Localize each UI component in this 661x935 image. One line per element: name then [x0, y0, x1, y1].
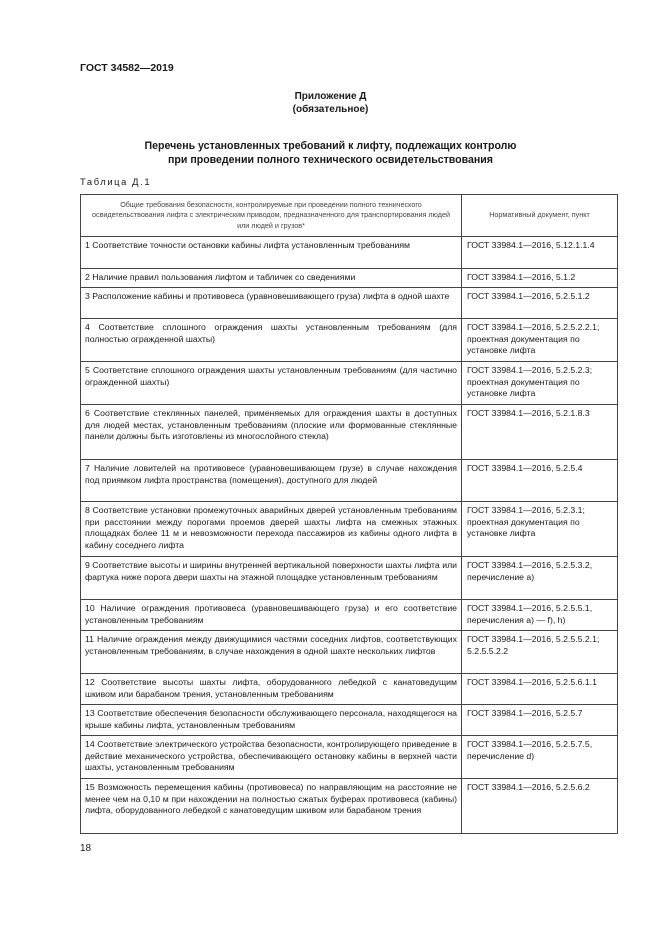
table-header-row: [81, 195, 618, 237]
appendix-status: (обязательное): [292, 104, 369, 115]
header-document: Нормативный документ, пункт: [462, 195, 618, 237]
document-cell: ГОСТ 33984.1—2016, 5.12.1.1.4: [462, 237, 618, 269]
table-row: [81, 779, 618, 834]
requirement-cell: 8 Соответствие установки промежуточных аварийных дверей установленным требованиям при расстоянии между порогами проемов дверей шахты лифта на смежных этажных площадках более 11 м и невозможности перехода пассажиров из кабины одного лифта в кабину соседнего лифта: [81, 502, 462, 557]
table-row: [81, 557, 618, 600]
table-row: [81, 288, 618, 319]
table-row: [81, 405, 618, 460]
table-row: [81, 362, 618, 405]
document-cell: ГОСТ 33984.1—2016, 5.2.1.8.3: [462, 405, 618, 460]
document-cell: ГОСТ 33984.1—2016, 5.2.5.5.2.1; 5.2.5.5.2.2: [462, 631, 618, 674]
requirement-cell: 14 Соответствие электрического устройства безопасности, контролирующего приведение в действие механического устройства, обеспечивающего остановку кабины в верхней части шахты, установленным требованиям: [81, 736, 462, 779]
requirement-cell: 13 Соответствие обеспечения безопасности обслуживающего персонала, находящегося на крыше кабины лифта, установленным требованиям: [81, 705, 462, 736]
requirement-cell: 9 Соответствие высоты и ширины внутренней вертикальной поверхности шахты лифта или фартука ниже порога двери шахты на этажной площадке установленным требованиям: [81, 557, 462, 600]
table-row: [81, 705, 618, 736]
requirements-table: [80, 194, 618, 834]
table-row: [81, 502, 618, 557]
requirement-cell: 1 Соответствие точности остановки кабины лифта установленным требованиям: [81, 237, 462, 269]
document-cell: ГОСТ 33984.1—2016, 5.2.5.1.2: [462, 288, 618, 319]
requirement-cell: 3 Расположение кабины и противовеса (уравновешивающего груза) лифта в одной шахте: [81, 288, 462, 319]
document-code: ГОСТ 34582—2019: [80, 62, 174, 74]
header-requirement: Общие требования безопасности, контролируемые при проведении полного технического освидетельствования лифта с электрическим приводом, предназначенного для транспортирования людей или людей и грузов*: [81, 195, 462, 237]
requirement-cell: 15 Возможность перемещения кабины (противовеса) по направляющим на расстояние не менее чем на 0,10 м при нахождении на полностью сжатых буферах противовеса (кабины) лифта, оборудованного лебедкой с канатоведущим шкивом или барабаном трения: [81, 779, 462, 834]
document-cell: ГОСТ 33984.1—2016, 5.2.5.3.2, перечисление а): [462, 557, 618, 600]
document-cell: ГОСТ 33984.1—2016, 5.2.5.7.5, перечисление d): [462, 736, 618, 779]
document-cell: ГОСТ 33984.1—2016, 5.2.5.5.1, перечисления а) — f), h): [462, 600, 618, 631]
requirement-cell: 10 Наличие ограждения противовеса (уравновешивающего груза) и его соответствие установленным требованиям: [81, 600, 462, 631]
document-cell: ГОСТ 33984.1—2016, 5.1.2: [462, 269, 618, 288]
requirement-cell: 5 Соответствие сплошного ограждения шахты установленным требованиям (для частично огражденной шахты): [81, 362, 462, 405]
document-cell: ГОСТ 33984.1—2016, 5.2.5.6.2: [462, 779, 618, 834]
table-row: [81, 269, 618, 288]
table-label: Таблица Д.1: [80, 176, 152, 187]
table-row: [81, 736, 618, 779]
requirement-cell: 11 Наличие ограждения между движущимися частями соседних лифтов, соответствующих установленным требованиям, в случае нахождения в одной шахте нескольких лифтов: [81, 631, 462, 674]
requirement-cell: 2 Наличие правил пользования лифтом и табличек со сведениями: [81, 269, 462, 288]
requirement-cell: 6 Соответствие стеклянных панелей, применяемых для ограждения шахты в доступных для людей местах, установленным требованиям (плоские или формованные стеклянные панели должны быть изготовлены из многослойного стекла): [81, 405, 462, 460]
document-cell: ГОСТ 33984.1—2016, 5.2.5.7: [462, 705, 618, 736]
table-row: [81, 600, 618, 631]
table-row: [81, 674, 618, 705]
document-cell: ГОСТ 33984.1—2016, 5.2.3.1; проектная документация по установке лифта: [462, 502, 618, 557]
document-cell: ГОСТ 33984.1—2016, 5.2.5.4: [462, 460, 618, 502]
table-row: [81, 319, 618, 362]
list-title: [60, 139, 601, 167]
table-row: [81, 631, 618, 674]
requirement-cell: 7 Наличие ловителей на противовесе (уравновешивающем грузе) в случае нахождения под приямком лифта пространства (помещения), доступного для людей: [81, 460, 462, 502]
table-row: [81, 460, 618, 502]
list-title-line-2: при проведении полного технического освидетельствования: [168, 154, 493, 166]
document-cell: ГОСТ 33984.1—2016, 5.2.5.2.3; проектная документация по установке лифта: [462, 362, 618, 405]
table-row: [81, 237, 618, 269]
page-number: 18: [80, 843, 92, 854]
requirement-cell: 12 Соответствие высоты шахты лифта, оборудованного лебедкой с канатоведущим шкивом или барабаном трения, установленным требованиям: [81, 674, 462, 705]
requirement-cell: 4 Соответствие сплошного ограждения шахты установленным требованиям (для полностью огражденной шахты): [81, 319, 462, 362]
list-title-line-1: Перечень установленных требований к лифту, подлежащих контролю: [144, 140, 517, 152]
document-cell: ГОСТ 33984.1—2016, 5.2.5.6.1.1: [462, 674, 618, 705]
appendix-title: Приложение Д: [294, 91, 367, 102]
document-cell: ГОСТ 33984.1—2016, 5.2.5.2.2.1; проектная документация по установке лифта: [462, 319, 618, 362]
